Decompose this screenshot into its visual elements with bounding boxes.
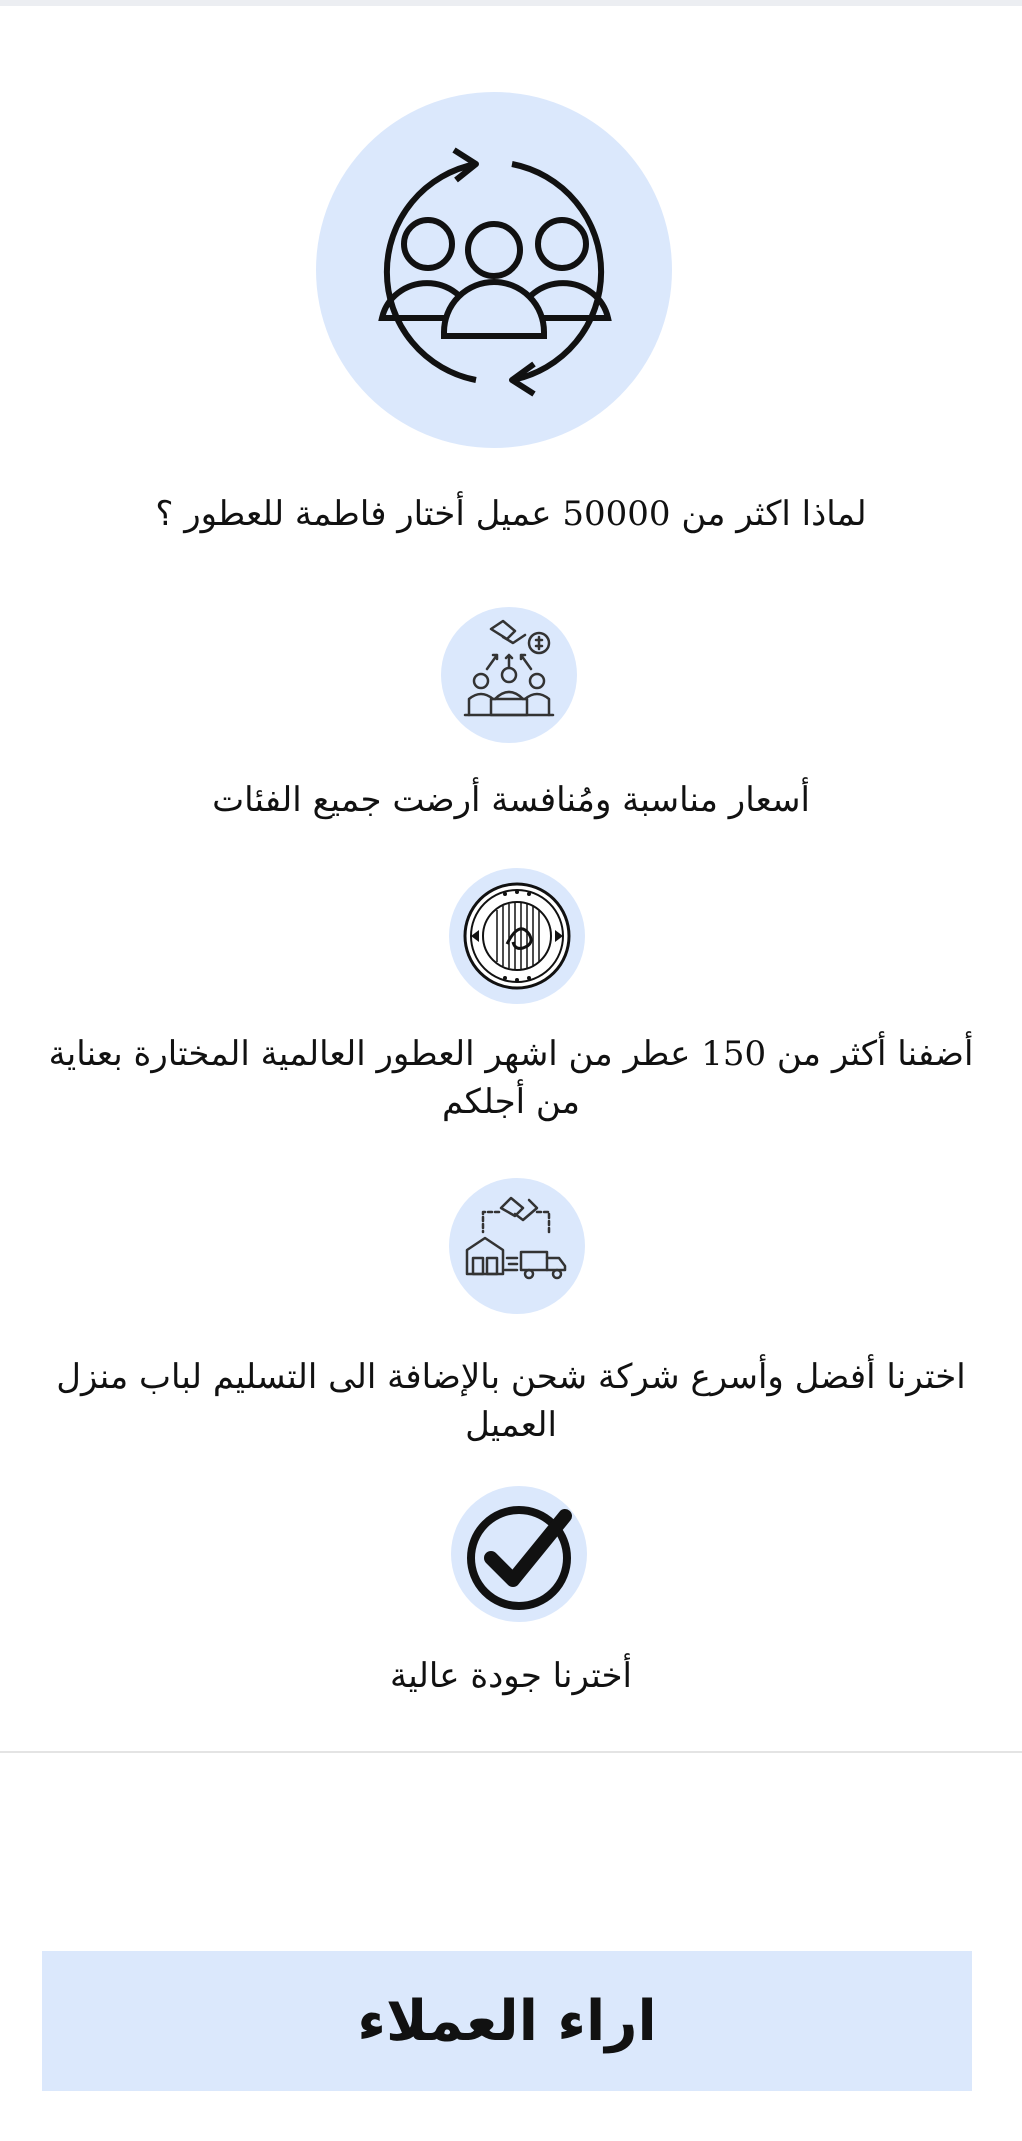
feature-text-quality: أخترنا جودة عالية [390, 1656, 632, 1696]
feature-text-perfumes: أضفنا أكثر من 150 عطر من اشهر العطور العالمية المختارة بعناية من أجلكم [48, 1034, 974, 1122]
handshake-meeting-icon [441, 607, 577, 743]
section-divider [0, 1751, 1022, 1753]
check-circle-icon [451, 1486, 587, 1622]
feature-text-prices: أسعار مناسبة ومُنافسة أرضت جميع الفئات [212, 780, 810, 820]
reviews-title: اراء العملاء [357, 1988, 657, 2054]
feature-text-shipping: اخترنا أفضل وأسرع شركة شحن بالإضافة الى التسليم لباب منزل العميل [56, 1357, 966, 1445]
hero-heading: لماذا اكثر من 50000 عميل أختار فاطمة للعطور ؟ [155, 494, 867, 534]
shipping-delivery-icon [449, 1178, 585, 1314]
brand-seal-icon [449, 868, 585, 1004]
top-strip [0, 0, 1022, 6]
customers-cycle-icon [316, 92, 672, 448]
reviews-banner [42, 1951, 972, 2091]
